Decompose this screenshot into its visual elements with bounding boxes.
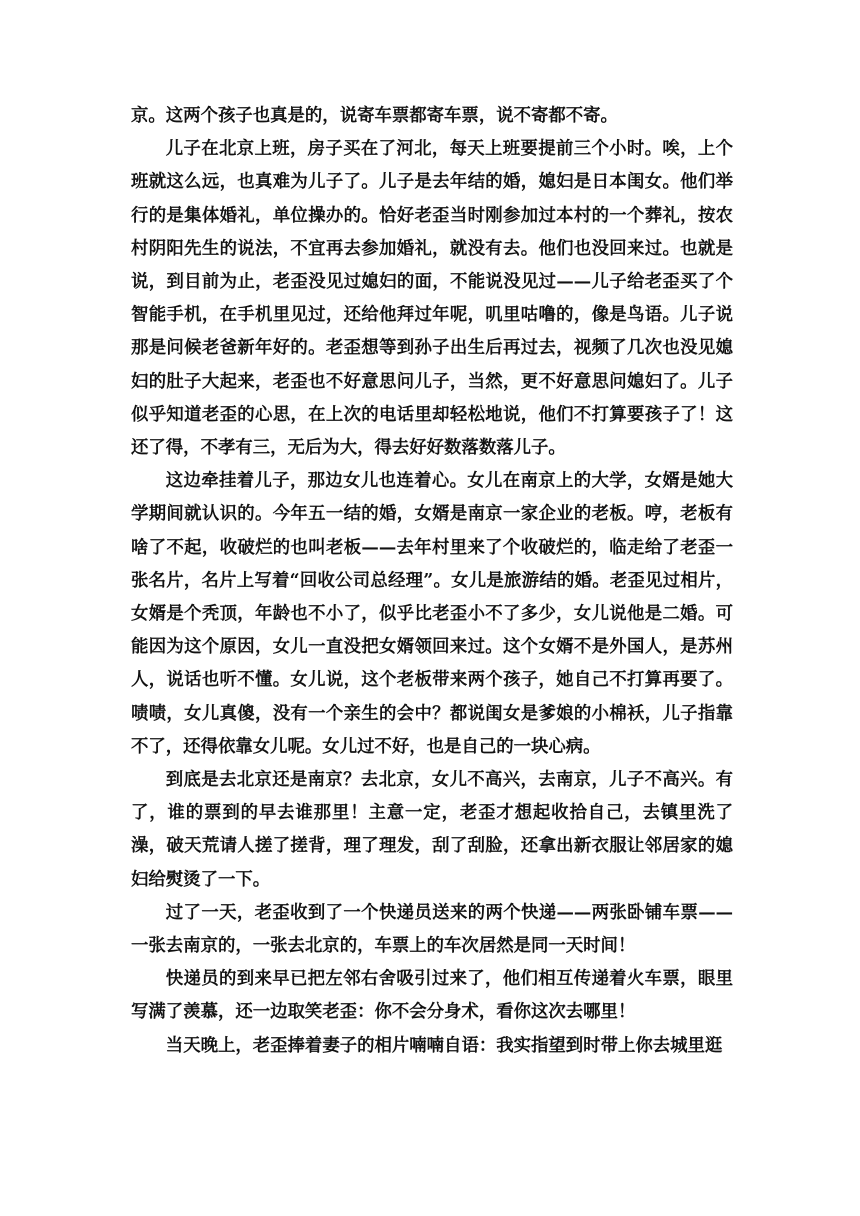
article-body	[131, 100, 733, 1063]
paragraph-evening: 当天晚上，老歪捧着妻子的相片喃喃自语：我实指望到时带上你去城里逛	[165, 1035, 723, 1056]
paragraph-neighbors: 快递员的到来早已把左邻右舍吸引过来了，他们相互传递着火车票，眼里写满了羡慕，还一边取笑老歪：你不会分身术，看你这次去哪里！	[131, 969, 733, 1023]
paragraph-decision: 到底是去北京还是南京？去北京，女儿不高兴，去南京，儿子不高兴。有了，谁的票到的早去谁那里！主意一定，老歪才想起收拾自己，去镇里洗了澡，破天荒请人搓了搓背，理了理发，刮了刮脸，还拿出新衣服让邻居家的媳妇给熨烫了一下。	[131, 770, 733, 890]
paragraph-daughter: 这边牵挂着儿子，那边女儿也连着心。女儿在南京上的大学，女婿是她大学期间就认识的。今年五一结的婚，女婿是南京一家企业的老板。哼，老板有啥了不起，收破烂的也叫老板——去年村里来了个收破烂的，临走给了老歪一张名片，名片上写着“回收公司总经理”。女儿是旅游结的婚。老歪见过相片，女婿是个秃顶，年龄也不小了，似乎比老歪小不了多少，女儿说他是二婚。可能因为这个原因，女儿一直没把女婿领回来过。这个女婿不是外国人，是苏州人，说话也听不懂。女儿说，这个老板带来两个孩子，她自己不打算再要了。啧啧，女儿真傻，没有一个亲生的会中？都说闺女是爹娘的小棉袄，儿子指靠不了，还得依靠女儿呢。女儿过不好，也是自己的一块心病。	[131, 471, 733, 757]
paragraph-son: 儿子在北京上班，房子买在了河北，每天上班要提前三个小时。唉，上个班就这么远，也真难为儿子了。儿子是去年结的婚，媳妇是日本闺女。他们举行的是集体婚礼，单位操办的。恰好老歪当时刚参加过本村的一个葬礼，按农村阴阳先生的说法，不宜再去参加婚礼，就没有去。他们也没回来过。也就是说，到目前为止，老歪没见过媳妇的面，不能说没见过——儿子给老歪买了个智能手机，在手机里见过，还给他拜过年呢，叽里咕噜的，像是鸟语。儿子说那是问候老爸新年好的。老歪想等到孙子出生后再过去，视频了几次也没见媳妇的肚子大起来，老歪也不好意思问儿子，当然，更不好意思问媳妇了。儿子似乎知道老歪的心思，在上次的电话里却轻松地说，他们不打算要孩子了！这还了得，不孝有三，无后为大，得去好好数落数落儿子。	[131, 139, 733, 459]
paragraph-continuation: 京。这两个孩子也真是的，说寄车票都寄车票，说不寄都不寄。	[131, 106, 618, 126]
paragraph-tickets: 过了一天，老歪收到了一个快递员送来的两个快递——两张卧铺车票——一张去南京的，一张去北京的，车票上的车次居然是同一天时间！	[131, 902, 733, 957]
